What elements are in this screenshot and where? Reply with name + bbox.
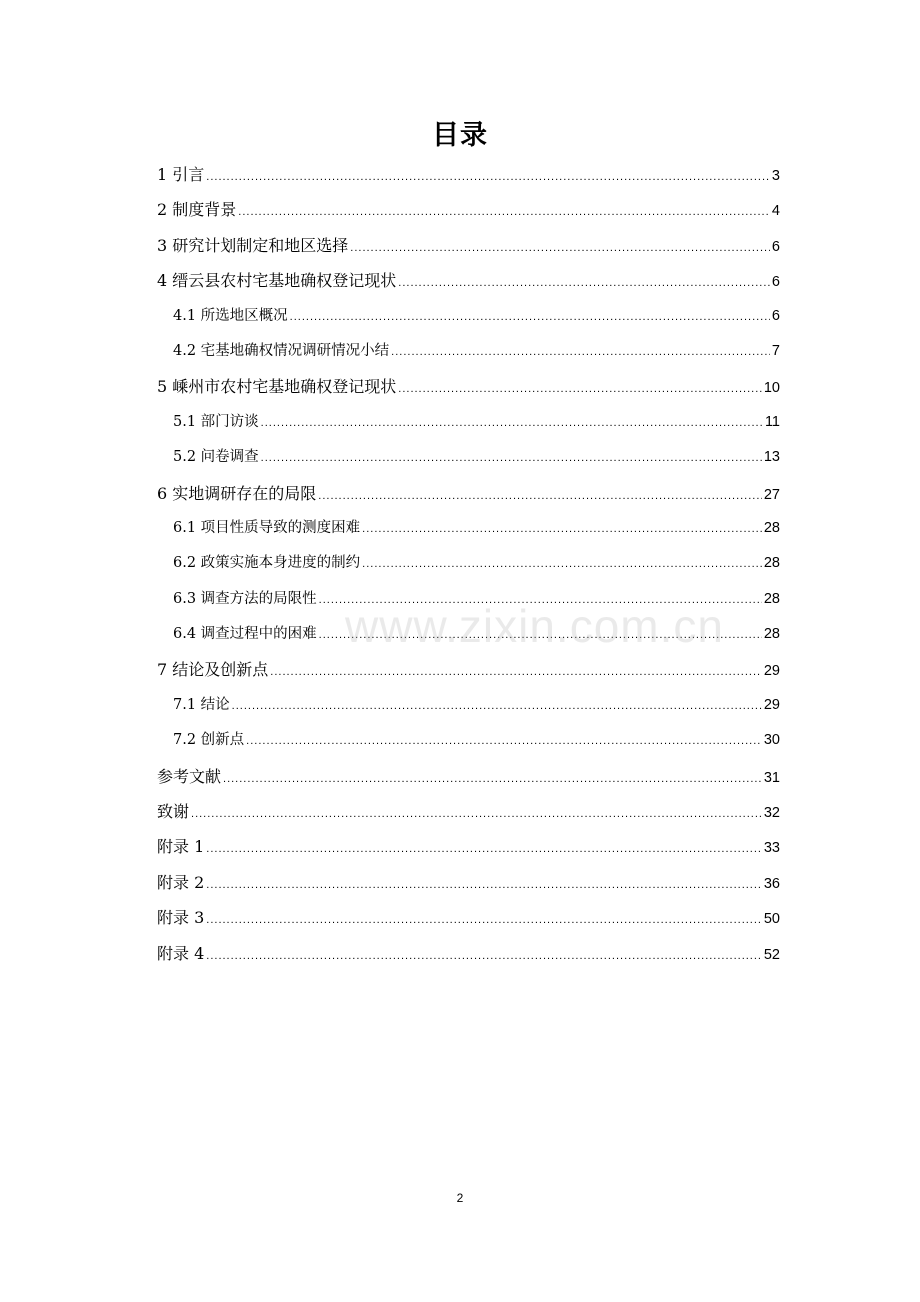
toc-entry-page: 6 [771, 274, 780, 291]
toc-entry-page: 11 [764, 413, 780, 430]
toc-entry-page: 27 [763, 486, 780, 503]
toc-entry-page: 29 [763, 696, 780, 713]
toc-list [157, 157, 780, 971]
toc-dot-leader [319, 618, 762, 653]
toc-entry-label: 7.2 创新点 [173, 732, 245, 749]
toc-entry[interactable] [157, 157, 780, 192]
toc-dot-leader [206, 903, 762, 938]
toc-entry-page: 32 [763, 805, 780, 822]
toc-entry[interactable] [157, 865, 780, 900]
toc-entry-page: 28 [763, 626, 780, 643]
toc-entry[interactable] [157, 263, 780, 298]
toc-entry[interactable] [157, 369, 780, 404]
toc-entry-label: 致谢 [157, 802, 190, 822]
toc-entry-page: 7 [771, 342, 780, 359]
toc-dot-leader [232, 689, 762, 724]
watermark: www.zixin.com.cn [345, 600, 724, 652]
toc-entry-label: 6 实地调研存在的局限 [157, 483, 317, 503]
toc-entry-label: 6.3 调查方法的局限性 [173, 590, 317, 607]
toc-entry-label: 附录 2 [157, 872, 205, 892]
toc-entry[interactable] [157, 900, 780, 935]
toc-entry-label: 4 缙云县农村宅基地确权登记现状 [157, 271, 397, 291]
toc-entry-page: 4 [771, 203, 780, 220]
toc-dot-leader [206, 832, 762, 867]
toc-title: 目录 [432, 120, 488, 151]
page-number: 2 [456, 1191, 464, 1205]
toc-entry-label: 6.4 调查过程中的困难 [173, 626, 317, 643]
toc-entry[interactable] [157, 794, 780, 829]
toc-entry-page: 33 [763, 840, 780, 857]
toc-entry-page: 31 [763, 769, 780, 786]
toc-entry-page: 30 [763, 732, 780, 749]
toc-dot-leader [318, 479, 762, 514]
toc-dot-leader [206, 939, 762, 974]
toc-entry[interactable] [157, 299, 780, 334]
toc-entry[interactable] [157, 476, 780, 511]
toc-entry-label: 3 研究计划制定和地区选择 [157, 235, 349, 255]
toc-dot-leader [246, 724, 762, 759]
toc-dot-leader [398, 372, 762, 407]
toc-dot-leader [261, 441, 762, 476]
toc-entry-page: 3 [771, 168, 780, 184]
toc-dot-leader [206, 868, 762, 903]
toc-entry-label: 4.2 宅基地确权情况调研情况小结 [173, 342, 390, 359]
toc-dot-leader [362, 512, 762, 547]
toc-entry-page: 28 [763, 555, 780, 572]
toc-dot-leader [391, 335, 770, 370]
toc-entry-page: 50 [763, 911, 780, 928]
toc-dot-leader [398, 266, 770, 301]
toc-entry-page: 6 [771, 238, 780, 255]
toc-entry-label: 6.2 政策实施本身进度的制约 [173, 555, 361, 572]
toc-entry-page: 28 [763, 590, 780, 607]
toc-entry-label: 7.1 结论 [173, 696, 230, 713]
toc-dot-leader [270, 655, 762, 690]
toc-entry[interactable] [157, 688, 780, 723]
toc-entry[interactable] [157, 546, 780, 581]
toc-entry-label: 6.1 项目性质导致的测度困难 [173, 519, 361, 536]
toc-entry[interactable] [157, 511, 780, 546]
toc-entry-page: 6 [771, 307, 780, 324]
toc-entry-label: 5.2 问卷调查 [173, 449, 259, 466]
toc-entry-label: 5.1 部门访谈 [173, 413, 259, 430]
toc-dot-leader [319, 583, 762, 618]
toc-entry[interactable] [157, 192, 780, 227]
toc-entry[interactable] [157, 334, 780, 369]
toc-dot-leader [223, 762, 762, 797]
toc-dot-leader [261, 406, 763, 441]
toc-dot-leader [350, 231, 770, 266]
toc-dot-leader [206, 160, 770, 195]
toc-entry[interactable] [157, 652, 780, 687]
toc-entry[interactable] [157, 936, 780, 971]
toc-dot-leader [362, 547, 762, 582]
toc-dot-leader [290, 300, 770, 335]
toc-entry-label: 附录 4 [157, 943, 205, 963]
toc-entry-page: 10 [763, 380, 780, 397]
toc-entry-label: 2 制度背景 [157, 200, 237, 220]
toc-entry[interactable] [157, 723, 780, 758]
toc-entry-page: 29 [763, 663, 780, 680]
toc-entry[interactable] [157, 440, 780, 475]
toc-entry-label: 4.1 所选地区概况 [173, 307, 288, 324]
toc-entry[interactable] [157, 228, 780, 263]
toc-entry-label: 5 嵊州市农村宅基地确权登记现状 [157, 377, 397, 397]
toc-entry-page: 36 [763, 875, 780, 892]
toc-entry-page: 52 [763, 946, 780, 963]
toc-entry-label: 附录 1 [157, 837, 205, 857]
toc-entry-label: 附录 3 [157, 908, 205, 928]
toc-entry-label: 1 引言 [157, 165, 205, 184]
toc-entry[interactable] [157, 582, 780, 617]
toc-entry-page: 28 [763, 519, 780, 536]
toc-entry[interactable] [157, 759, 780, 794]
toc-dot-leader [191, 797, 762, 832]
toc-entry-page: 13 [763, 449, 780, 466]
toc-entry[interactable] [157, 405, 780, 440]
toc-entry[interactable] [157, 829, 780, 864]
toc-entry[interactable] [157, 617, 780, 652]
toc-entry-label: 7 结论及创新点 [157, 660, 269, 680]
toc-dot-leader [238, 195, 770, 230]
toc-entry-label: 参考文献 [157, 766, 222, 786]
